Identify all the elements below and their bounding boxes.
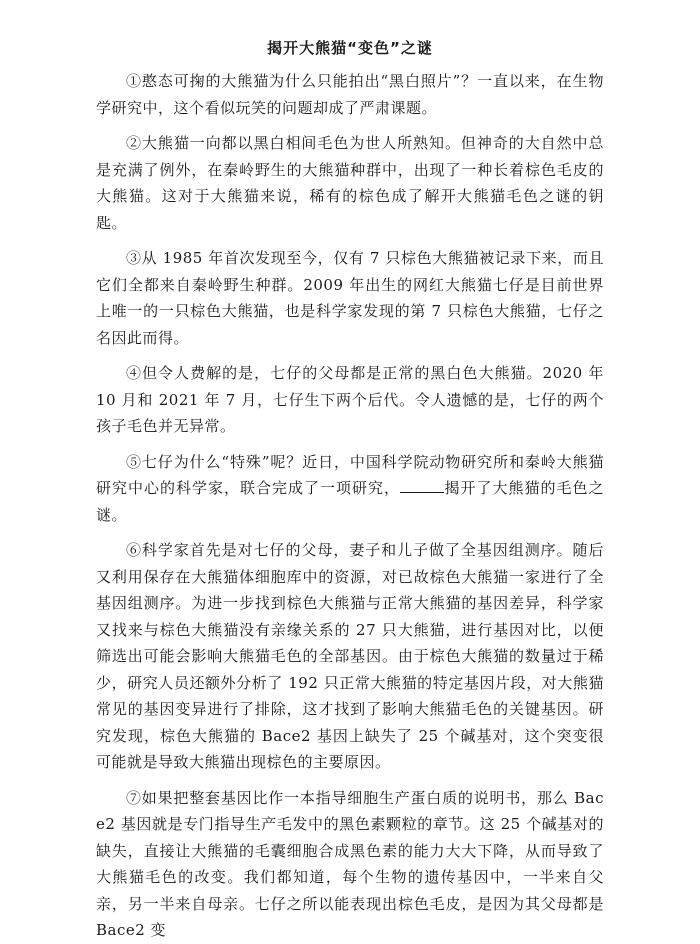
paragraph-2: ②大熊猫一向都以黑白相间毛色为世人所熟知。但神奇的大自然中总是充满了例外，在秦岭野生的大熊猫种群中，出现了一种长着棕色毛皮的大熊猫。这对于大熊猫来说，稀有的棕色成了解开大熊猫毛色之谜的钥匙。 (96, 134, 604, 232)
paragraph-5-before-blank: ⑤七仔为什么“特殊”呢？近日，中国科学院动物研究所和秦岭大熊猫研究中心的科学家，联合完成了一项研究， (96, 452, 604, 497)
fill-in-blank (400, 478, 444, 493)
paragraph-6: ⑥科学家首先是对七仔的父母，妻子和儿子做了全基因组测序。随后又利用保存在大熊猫体细胞库中的资源，对已故棕色大熊猫一家进行了全基因组测序。为进一步找到棕色大熊猫与正常大熊猫的基因差异，科学家又找来与棕色大熊猫没有亲缘关系的 27 只大熊猫，进行基因对比，以便筛选出可能会影响大熊猫毛色的全部基因。由于棕色大熊猫的数量过于稀少，研究人员还额外分析了 192 只正常大熊猫的特定基因片段，对大熊猫常见的基因变异进行了排除，这才找到了影响大熊猫毛色的关键基因。研究发现，棕色大熊猫的 Bace2 基因上缺失了 25 个碱基对，这个突变很可能就是导致大熊猫出现棕色的主要原因。 (96, 541, 604, 771)
paragraph-3: ③从 1985 年首次发现至今，仅有 7 只棕色大熊猫被记录下来，而且它们全都来自秦岭野生种群。2009 年出生的网红大熊猫七仔是目前世界上唯一的一只棕色大熊猫，也是科学家发现的第 7 只棕色大熊猫，七仔之名因此而得。 (96, 249, 604, 347)
paragraph-7: ⑦如果把整套基因比作一本指导细胞生产蛋白质的说明书，那么 Bace2 基因就是专门指导生产毛发中的黑色素颗粒的章节。这 25 个碱基对的缺失，直接让大熊猫的毛囊细胞合成黑色素的能力大大下降，从而导致了大熊猫毛色的改变。我们都知道，每个生物的遗传基因中，一半来自父亲，另一半来自母亲。七仔之所以能表现出棕色毛皮，是因为其父母都是 Bace2 变 (96, 788, 604, 939)
article-title: 揭开大熊猫“变色”之谜 (267, 39, 433, 57)
paragraph-1: ①憨态可掬的大熊猫为什么只能拍出“黑白照片”？一直以来，在生物学研究中，这个看似玩笑的问题却成了严肃课题。 (96, 72, 604, 117)
paragraph-5 (96, 449, 604, 529)
paragraph-5-after-blank: 揭开了大熊猫的毛色之谜。 (96, 479, 604, 524)
paragraph-4: ④但令人费解的是，七仔的父母都是正常的黑白色大熊猫。2020 年 10 月和 2021 年 7 月，七仔生下两个后代。令人遗憾的是，七仔的两个孩子毛色并无异常。 (96, 364, 604, 435)
